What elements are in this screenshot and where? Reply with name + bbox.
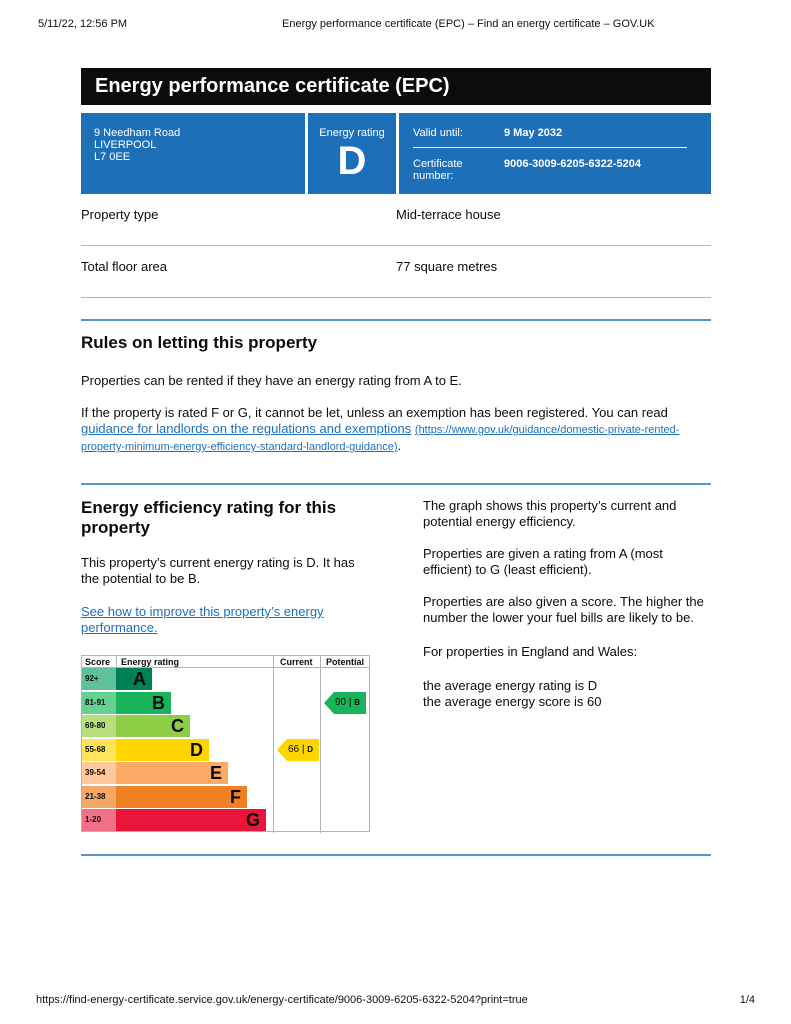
rating-explanation [423, 546, 718, 578]
section-divider [81, 483, 711, 485]
average-rating-text [423, 678, 718, 710]
score-explanation-line-1: Properties are also given a score. The higher the [423, 594, 704, 609]
validity-block [399, 113, 711, 194]
energy-rating-chart [81, 655, 370, 832]
band-bar-d: D [116, 739, 209, 761]
graph-explanation-line-1: The graph shows this property’s current and [423, 498, 677, 513]
efficiency-heading [81, 498, 376, 538]
average-rating-line: the average energy rating is D [423, 678, 598, 693]
band-bar-b: B [116, 692, 171, 714]
chart-column-divider [320, 656, 321, 833]
energy-rating-value: D [337, 139, 367, 183]
floor-area-value: 77 square metres [396, 259, 498, 274]
period: . [397, 438, 402, 453]
graph-explanation-line-2: potential energy efficiency. [423, 514, 576, 529]
potential-rating-arrow-label [335, 692, 360, 714]
potential-rating-arrow [324, 692, 366, 714]
efficiency-heading-line-1: Energy efficiency rating for this [81, 498, 337, 517]
address-block [81, 113, 305, 194]
potential-rating-arrow-score: 90 | [334, 696, 355, 708]
england-wales-text: For properties in England and Wales: [423, 644, 638, 659]
improve-energy-link[interactable]: See how to improve this property’s energy [81, 604, 324, 619]
valid-until-value: 9 May 2032 [504, 127, 563, 139]
band-score-d: 55-68 [82, 739, 116, 761]
band-score-a: 92+ [82, 668, 116, 690]
letting-section [81, 333, 711, 455]
energy-rating-label: Energy rating [319, 127, 385, 139]
rating-explanation-line-2: efficient) to G (least efficient). [423, 562, 592, 577]
improve-energy-link-cont[interactable]: performance. [81, 620, 158, 635]
chart-column-divider [273, 656, 274, 833]
efficiency-current-text [81, 555, 376, 587]
band-bar-a: A [116, 668, 152, 690]
chart-header-current: Current [280, 657, 313, 667]
property-details [81, 194, 711, 298]
efficiency-right-column [423, 498, 718, 710]
chart-header-score: Score [85, 657, 111, 667]
letting-paragraph-1: Properties can be rented if they have an energy rating from A to E. [81, 373, 462, 388]
landlord-guidance-url[interactable]: (https://www.gov.uk/guidance/domestic-private-rented- [414, 424, 680, 436]
band-bar-c: C [116, 715, 190, 737]
energy-rating-block [308, 113, 396, 194]
current-rating-arrow-label [288, 739, 313, 761]
current-rating-arrow-band: D [307, 744, 313, 754]
certificate-title: Energy performance certificate (EPC) [81, 68, 711, 105]
chart-column-divider [116, 656, 117, 667]
property-type-row [81, 194, 711, 246]
print-page-title: Energy performance certificate (EPC) – Find an energy certificate – GOV.UK [282, 18, 655, 30]
rating-explanation-line-1: Properties are given a rating from A (most [423, 546, 663, 561]
improve-link-block [81, 604, 376, 636]
valid-until-label: Valid until: [413, 127, 463, 139]
print-datetime: 5/11/22, 12:56 PM [38, 18, 128, 30]
letting-heading: Rules on letting this property [81, 333, 318, 352]
band-score-g: 1-20 [82, 809, 116, 831]
address-line-1: 9 Needham Road [94, 127, 181, 139]
band-score-c: 69-80 [82, 715, 116, 737]
efficiency-current-line-2: the potential to be B. [81, 571, 201, 586]
certificate-summary [81, 113, 711, 194]
address-postcode: L7 0EE [94, 151, 131, 163]
landlord-guidance-link[interactable]: guidance for landlords on the regulations and exemptions [81, 421, 412, 436]
band-bar-f: F [116, 786, 247, 808]
band-score-b: 81-91 [82, 692, 116, 714]
chart-header-rating: Energy rating [121, 657, 180, 667]
current-rating-arrow [277, 739, 319, 761]
band-bar-g: G [116, 809, 266, 831]
print-url: https://find-energy-certificate.service.gov.uk/energy-certificate/9006-3009-6205-6322-5204?print=true [36, 994, 528, 1006]
address-line-2: LIVERPOOL [94, 139, 157, 151]
property-type-label: Property type [81, 207, 159, 222]
current-rating-arrow-score: 66 | [287, 743, 308, 755]
efficiency-left-column [81, 498, 376, 636]
certificate-number-value: 9006-3009-6205-6322-5204 [504, 158, 642, 170]
section-divider [81, 854, 711, 856]
score-explanation-line-2: number the lower your fuel bills are likely to be. [423, 610, 694, 625]
score-explanation [423, 594, 718, 626]
chart-header-potential: Potential [326, 657, 365, 667]
band-bar-e: E [116, 762, 228, 784]
certificate-number-label: Certificate number: [413, 158, 463, 182]
property-type-value: Mid-terrace house [396, 207, 501, 222]
efficiency-heading-line-2: property [81, 518, 150, 537]
band-score-f: 21-38 [82, 786, 116, 808]
letting-paragraph-2 [81, 405, 711, 455]
floor-area-row [81, 246, 711, 298]
print-page-number: 1/4 [739, 994, 755, 1006]
section-divider [81, 319, 711, 321]
band-score-e: 39-54 [82, 762, 116, 784]
letting-paragraph-text: If the property is rated F or G, it cannot be let, unless an exemption has been registered. You can read [81, 405, 668, 420]
potential-rating-arrow-band: B [354, 697, 360, 707]
average-score-line: the average energy score is 60 [423, 694, 602, 709]
landlord-guidance-url-cont[interactable]: property-minimum-energy-efficiency-standard-landlord-guidance) [81, 441, 398, 453]
graph-explanation [423, 498, 718, 530]
floor-area-label: Total floor area [81, 259, 167, 274]
efficiency-current-line-1: This property’s current energy rating is D. It has [81, 555, 355, 570]
divider [413, 147, 687, 148]
